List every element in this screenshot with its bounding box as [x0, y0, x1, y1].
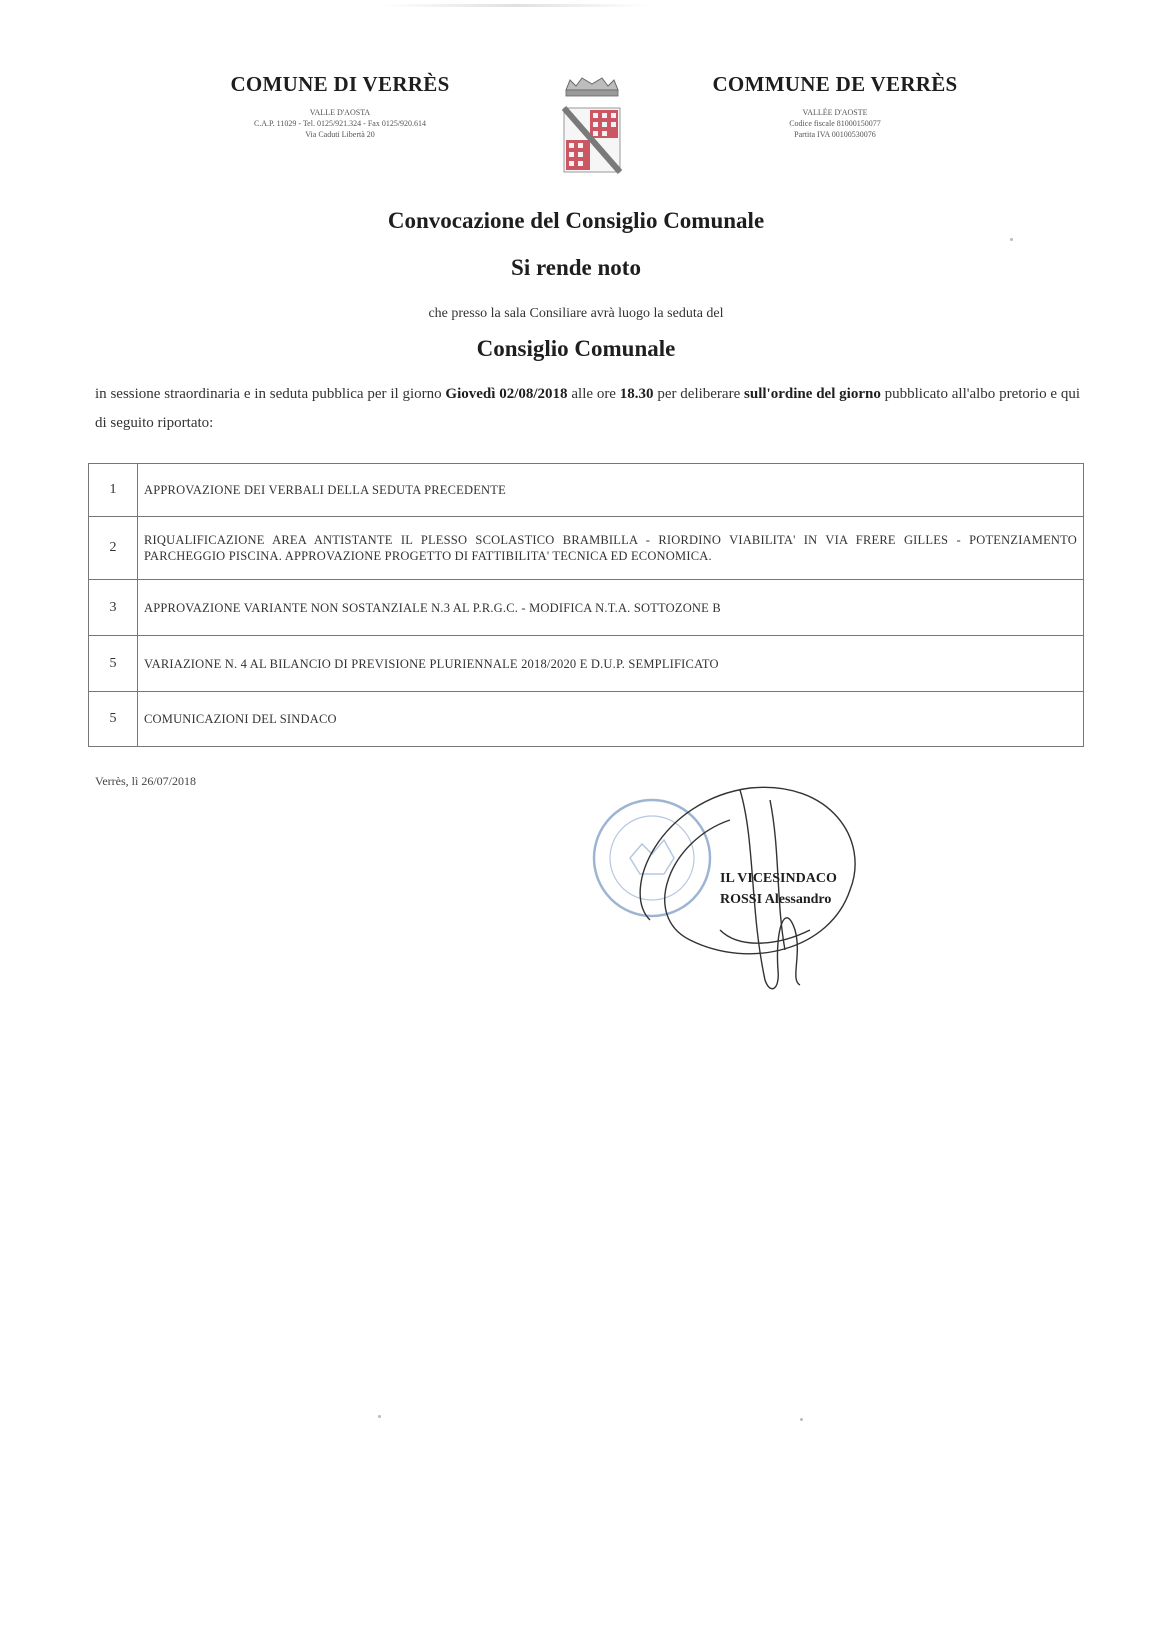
table-row: [89, 580, 1084, 636]
agenda-item: RIQUALIFICAZIONE AREA ANTISTANTE IL PLESSO SCOLASTICO BRAMBILLA - RIORDINO VIABILITA' IN VIA FRERE GILLES - POTENZIAMENTO PARCHEGGIO PISCINA. APPROVAZIONE PROGETTO DI FATTIBILITA' TECNICA ED ECONOMICA.: [138, 517, 1084, 580]
header-left-details: [205, 107, 475, 140]
signatory-name: ROSSI Alessandro: [720, 892, 832, 907]
signatory-block: [720, 868, 837, 910]
scan-speck: [800, 1418, 803, 1421]
agenda-number: 1: [89, 464, 138, 517]
comune-name-fr: COMMUNE DE VERRÈS: [712, 72, 958, 96]
agenda-item: APPROVAZIONE VARIANTE NON SOSTANZIALE N.3 AL P.R.G.C. - MODIFICA N.T.A. SOTTOZONE B: [138, 580, 1084, 636]
scan-speck: [1010, 238, 1013, 241]
agenda-item: APPROVAZIONE DEI VERBALI DELLA SEDUTA PRECEDENTE: [138, 464, 1084, 517]
session-text: pubblicato all'albo pretorio e qui di seguito riportato:: [95, 386, 1080, 431]
shield-icon: [564, 108, 620, 172]
header-right-details: [700, 107, 970, 140]
agenda-table: [88, 463, 1084, 747]
table-row: [89, 464, 1084, 517]
header-left-line: Via Caduti Libertà 20: [305, 130, 375, 139]
agenda-number: 5: [89, 636, 138, 692]
comune-name-it: COMUNE DI VERRÈS: [230, 72, 450, 96]
header-left-line: VALLE D'AOSTA: [309, 108, 371, 117]
session-text: in sessione straordinaria e in seduta pubblica per il giorno: [95, 386, 446, 402]
table-row: [89, 636, 1084, 692]
header-right-line: Codice fiscale 81000150077: [789, 119, 881, 128]
scan-speck: [378, 1415, 381, 1418]
agenda-item: VARIAZIONE N. 4 AL BILANCIO DI PREVISIONE PLURIENNALE 2018/2020 E D.U.P. SEMPLIFICATO: [138, 636, 1084, 692]
official-stamp-icon: [594, 800, 710, 916]
session-time: 18.30: [619, 386, 654, 402]
header-right-line: Partita IVA 00100530076: [794, 130, 876, 139]
header-right-line: VALLÉE D'AOSTE: [802, 108, 868, 117]
session-day: Giovedì 02/08/2018: [445, 386, 568, 402]
agenda-number: 5: [89, 692, 138, 747]
table-row: [89, 517, 1084, 580]
session-text: per deliberare: [653, 386, 745, 402]
header-left: [205, 72, 475, 140]
session-order: sull'ordine del giorno: [744, 386, 881, 402]
header-right: [700, 72, 970, 140]
agenda-number: 3: [89, 580, 138, 636]
coat-of-arms-icon: [560, 76, 624, 180]
council-heading: Consiglio Comunale: [476, 336, 676, 361]
document-title: Convocazione del Consiglio Comunale: [387, 208, 765, 233]
signatory-role: IL VICESINDACO: [720, 871, 837, 886]
agenda-number: 2: [89, 517, 138, 580]
document-date: Verrès, lì 26/07/2018: [95, 774, 196, 788]
scan-edge-mark: [380, 4, 650, 7]
intro-text: che presso la sala Consiliare avrà luogo la seduta del: [428, 306, 724, 321]
session-paragraph: [95, 380, 1080, 438]
crown-icon: [566, 78, 618, 96]
notice-heading: Si rende noto: [511, 255, 641, 280]
agenda-item: COMUNICAZIONI DEL SINDACO: [138, 692, 1084, 747]
table-row: [89, 692, 1084, 747]
session-text: alle ore: [567, 386, 620, 402]
header-left-line: C.A.P. 11029 - Tel. 0125/921.324 - Fax 0125/920.614: [253, 119, 427, 128]
